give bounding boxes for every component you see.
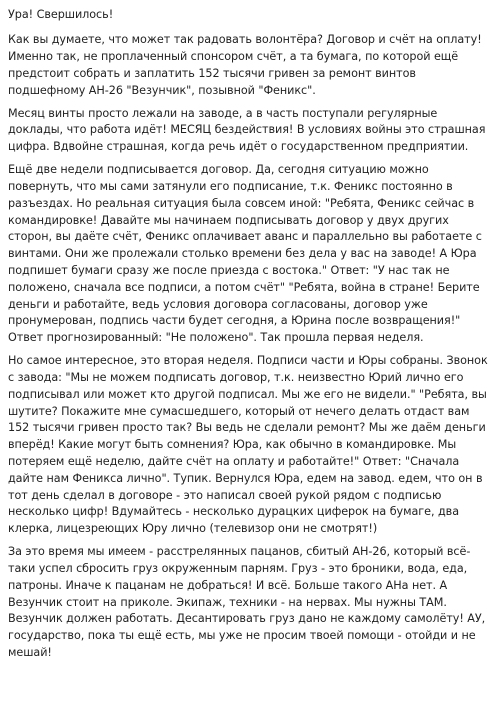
paragraph-contract: Как вы думаете, что может так радовать волонтёра? Договор и счёт на оплату! Именно так, не проплаченный спонсором счёт, а та бумага, по которой ещё предстоит собрать и заплатить 152 тысячи гривен за ремонт винтов подшефному АН-26 "Везунчик", позывной "Феникс".	[8, 33, 482, 97]
paragraph-consequences: За это время мы имеем - расстрелянных пацанов, сбитый АН-26, который всё-таки успел сбросить груз окруженным парням. Груз - это броники, вода, еда, патроны. Иначе к пацанам не добраться! И всё. Больше такого АНа нет. А Везунчик стоит на приколе. Экипаж, техники - на нервах. Мы нужны ТАМ. Везунчик должен работать. Десантировать груз дано не каждому самолёту! АУ, государство, пока ты ещё есть, мы уже не просим твоей помощи - отойди и не мешай!	[8, 545, 486, 659]
paragraph-second-week: Но самое интересное, это вторая неделя. Подписи части и Юры собраны. Звонок с завода: "Мы не можем подписать договор, т.к. неизвестно Юрий лично его подписывал или может кто другой подписал. Мы же его не видели." "Ребята, вы шутите? Покажите мне сумасшедшего, который от нечего делать отдаст вам 152 тысячи гривен просто так? Вы ведь не сделали ремонт? Мы же даём деньги вперёд! Какие могут быть сомнения? Юра, как обычно в командировке. Мы потеряем ещё неделю, дайте счёт на оплату и работайте!" Ответ: "Сначала дайте нам Феникса лично". Тупик. Вернулся Юра, едем на завод. едем, что он в тот день сделал в договоре - это написал своей рукой рядом с подписью несколько цифр! Вдумайтесь - несколько дурацких циферок на бумаге, два клерка, лицезреющих Юру лично (телевизор они не смотрят!)	[8, 354, 488, 536]
paragraph-two-weeks: Ещё две недели подписывается договор. Да, сегодня ситуацию можно повернуть, что мы сами затянули его подписание, т.к. Феникс постоянно в разъездах. Но реальная ситуация была совсем иной: "Ребята, Феникс сейчас в командировке! Давайте мы начинаем подписывать договор у двух других сторон, вы даёте счёт, Феникс оплачивает аванс и параллельно вы работаете с винтами. Они же пролежали столько времени без дела у вас на заводе! А Юра подпишет бумаги сразу же после приезда с востока." Ответ: "У нас так не положено, сначала все подписи, а потом счёт" "Ребята, война в стране! Берите деньги и работайте, ведь условия договора согласованы, договор уже пронумерован, подпись части будет сегодня, а Юрина после возвращения!" Ответ прогнозированный: "Не положено". Так прошла первая неделя.	[8, 163, 482, 345]
post-title-line: Ура! Свершилось!	[8, 8, 114, 21]
post-body	[8, 7, 491, 668]
paragraph-month-idle: Месяц винты просто лежали на заводе, а в часть поступали регулярные доклады, что работа идёт! МЕСЯЦ бездействия! В условиях войны это страшная цифра. Вдвойне страшная, когда речь идёт о государственном предприятии.	[8, 106, 486, 154]
